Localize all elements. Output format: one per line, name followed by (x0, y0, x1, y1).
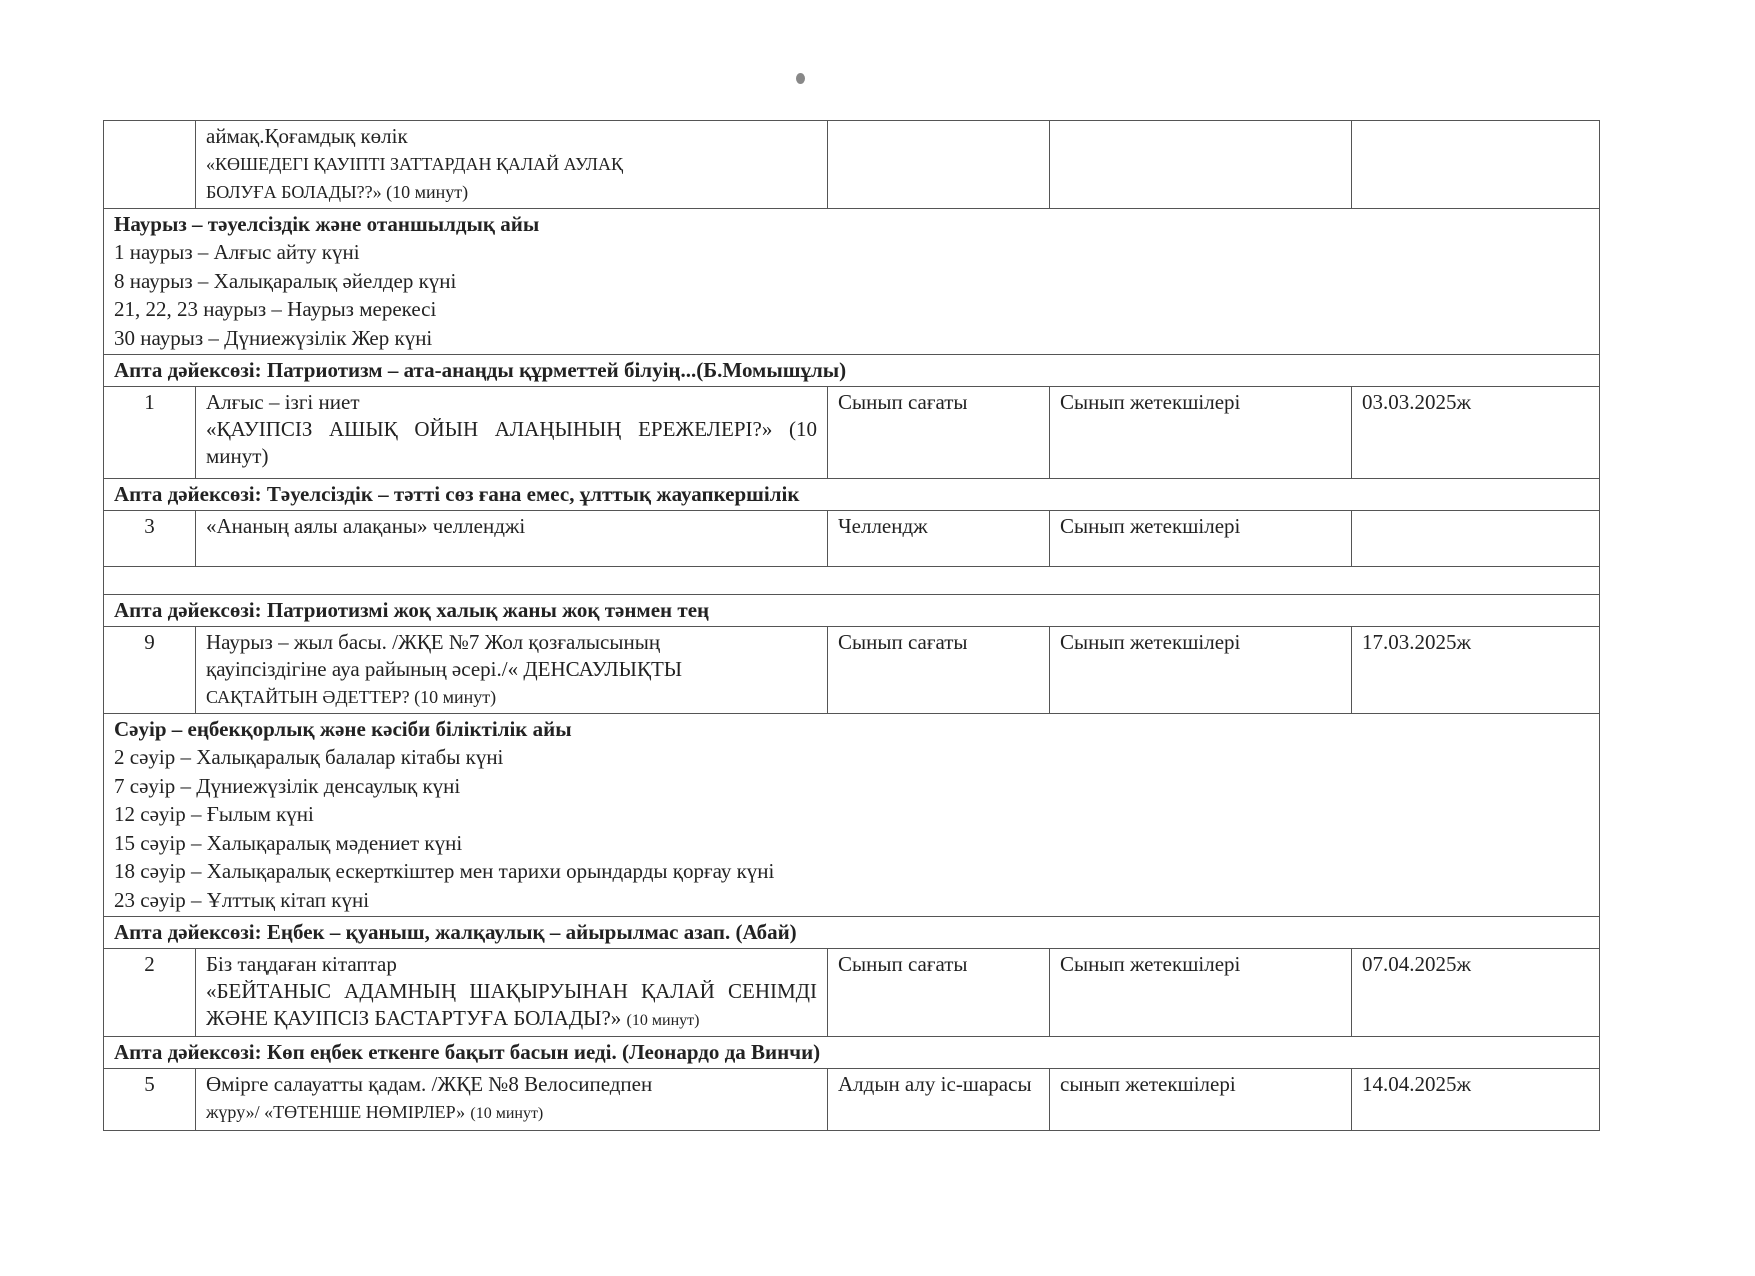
month-section-cell (104, 209, 1600, 355)
activity-caps-line: жүру»/ «ТӨТЕНШЕ НӨМІРЛЕР» (206, 1102, 466, 1122)
weekly-quote-row (104, 595, 1600, 627)
month-section-cell (104, 714, 1600, 917)
form-cell: Сынып сағаты (828, 387, 1050, 479)
activity-caps-part: «БЕЙТАНЫС АДАМНЫҢ ШАҚЫРУЫНАН ҚАЛАЙ СЕНІМДІ ЖӘНЕ ҚАУІПСІЗ БАСТАРТУҒА БОЛАДЫ?» (206, 979, 817, 1030)
responsible-cell: сынып жетекшілері (1050, 1069, 1352, 1131)
activity-title: Алғыс – ізгі ниет (206, 390, 360, 414)
form-cell (828, 121, 1050, 209)
table-row (104, 949, 1600, 1037)
event-item: 8 наурыз – Халықаралық әйелдер күні (114, 268, 457, 293)
weekly-quote-row (104, 917, 1600, 949)
activity-cell (196, 627, 828, 714)
table-row (104, 121, 1600, 209)
weekly-quote: Апта дәйексөзі: Патриотизм – ата-анаңды құрметтей білуің...(Б.Момышұлы) (104, 355, 1600, 387)
weekly-quote: Апта дәйексөзі: Еңбек – қуаныш, жалқаулық – айырылмас азап. (Абай) (104, 917, 1600, 949)
weekly-quote: Апта дәйексөзі: Көп еңбек еткенге бақыт басын иеді. (Леонардо да Винчи) (104, 1037, 1600, 1069)
activity-caps-line: БОЛУҒА БОЛАДЫ??» (10 минут) (206, 182, 469, 202)
events-plan-table (103, 120, 1600, 1131)
table-row (104, 627, 1600, 714)
form-cell: Сынып сағаты (828, 949, 1050, 1037)
month-title: Наурыз – тәуелсіздік және отаншылдық айы (114, 212, 540, 236)
activity-caps-line: САҚТАЙТЫН ӘДЕТТЕР? (10 минут) (206, 687, 497, 707)
activity-cell (196, 121, 828, 209)
weekly-quote: Апта дәйексөзі: Тәуелсіздік – тәтті сөз ғана емес, ұлттық жауапкершілік (104, 479, 1600, 511)
number-cell: 1 (104, 387, 196, 479)
activity-line: қауіпсіздігіне ауа райының әсері./« ДЕНСАУЛЫҚТЫ (206, 657, 683, 681)
weekly-quote-row (104, 355, 1600, 387)
number-cell: 9 (104, 627, 196, 714)
date-cell (1352, 511, 1600, 567)
weekly-quote-row (104, 1037, 1600, 1069)
responsible-cell: Сынып жетекшілері (1050, 627, 1352, 714)
activity-line: Өмірге салауатты қадам. /ЖҚЕ №8 Велосипедпен (206, 1072, 653, 1096)
date-cell: 03.03.2025ж (1352, 387, 1600, 479)
empty-cell (104, 567, 1600, 595)
activity-caps-text: «ҚАУІПСІЗ АШЫҚ ОЙЫН АЛАҢЫНЫҢ ЕРЕЖЕЛЕРІ?» (10 минут) (206, 417, 817, 468)
number-cell: 5 (104, 1069, 196, 1131)
event-item: 2 сәуір – Халықаралық балалар кітабы күні (114, 745, 504, 769)
activity-cell (196, 949, 828, 1037)
responsible-cell: Сынып жетекшілері (1050, 511, 1352, 567)
weekly-quote-row (104, 479, 1600, 511)
activity-cell (196, 387, 828, 479)
form-cell: Челлендж (828, 511, 1050, 567)
event-item: 12 сәуір – Ғылым күні (114, 802, 314, 826)
event-item: 18 сәуір – Халықаралық ескерткіштер мен тарихи орындарды қорғау күні (114, 859, 775, 883)
month-title: Сәуір – еңбекқорлық және кәсіби біліктілік айы (114, 717, 572, 741)
number-cell (104, 121, 196, 209)
event-item: 15 сәуір – Халықаралық мәдениет күні (114, 830, 463, 855)
table-row (104, 1069, 1600, 1131)
date-cell: 07.04.2025ж (1352, 949, 1600, 1037)
activity-cell: «Ананың аялы алақаны» челленджі (196, 511, 828, 567)
table-row (104, 387, 1600, 479)
duration-note: (10 минут) (626, 1012, 700, 1029)
empty-row (104, 567, 1600, 595)
activity-caps-line: «КӨШЕДЕГІ ҚАУІПТІ ЗАТТАРДАН ҚАЛАЙ АУЛАҚ (206, 154, 623, 174)
date-cell: 17.03.2025ж (1352, 627, 1600, 714)
activity-title: Біз таңдаған кітаптар (206, 952, 397, 976)
event-item: 1 наурыз – Алғыс айту күні (114, 240, 360, 264)
date-cell (1352, 121, 1600, 209)
weekly-quote: Апта дәйексөзі: Патриотизмі жоқ халық жаны жоқ тәнмен тең (104, 595, 1600, 627)
event-item: 23 сәуір – Ұлттық кітап күні (114, 887, 370, 912)
activity-cell (196, 1069, 828, 1131)
date-cell: 14.04.2025ж (1352, 1069, 1600, 1131)
event-item: 30 наурыз – Дүниежүзілік Жер күні (114, 325, 433, 350)
month-section-march (104, 209, 1600, 355)
responsible-cell: Сынып жетекшілері (1050, 949, 1352, 1037)
responsible-cell (1050, 121, 1352, 209)
responsible-cell: Сынып жетекшілері (1050, 387, 1352, 479)
form-cell: Сынып сағаты (828, 627, 1050, 714)
activity-line: Наурыз – жыл басы. /ЖҚЕ №7 Жол қозғалысының (206, 630, 661, 654)
month-section-april (104, 714, 1600, 917)
table-row (104, 511, 1600, 567)
activity-caps-text (206, 978, 817, 1034)
number-cell: 2 (104, 949, 196, 1037)
event-item: 21, 22, 23 наурыз – Наурыз мерекесі (114, 297, 437, 321)
scan-speck (796, 73, 805, 84)
activity-line: аймақ.Қоғамдық көлік (206, 124, 408, 148)
number-cell: 3 (104, 511, 196, 567)
duration-note: (10 минут) (470, 1105, 544, 1122)
form-cell: Алдын алу іс-шарасы (828, 1069, 1050, 1131)
event-item: 7 сәуір – Дүниежүзілік денсаулық күні (114, 773, 461, 798)
